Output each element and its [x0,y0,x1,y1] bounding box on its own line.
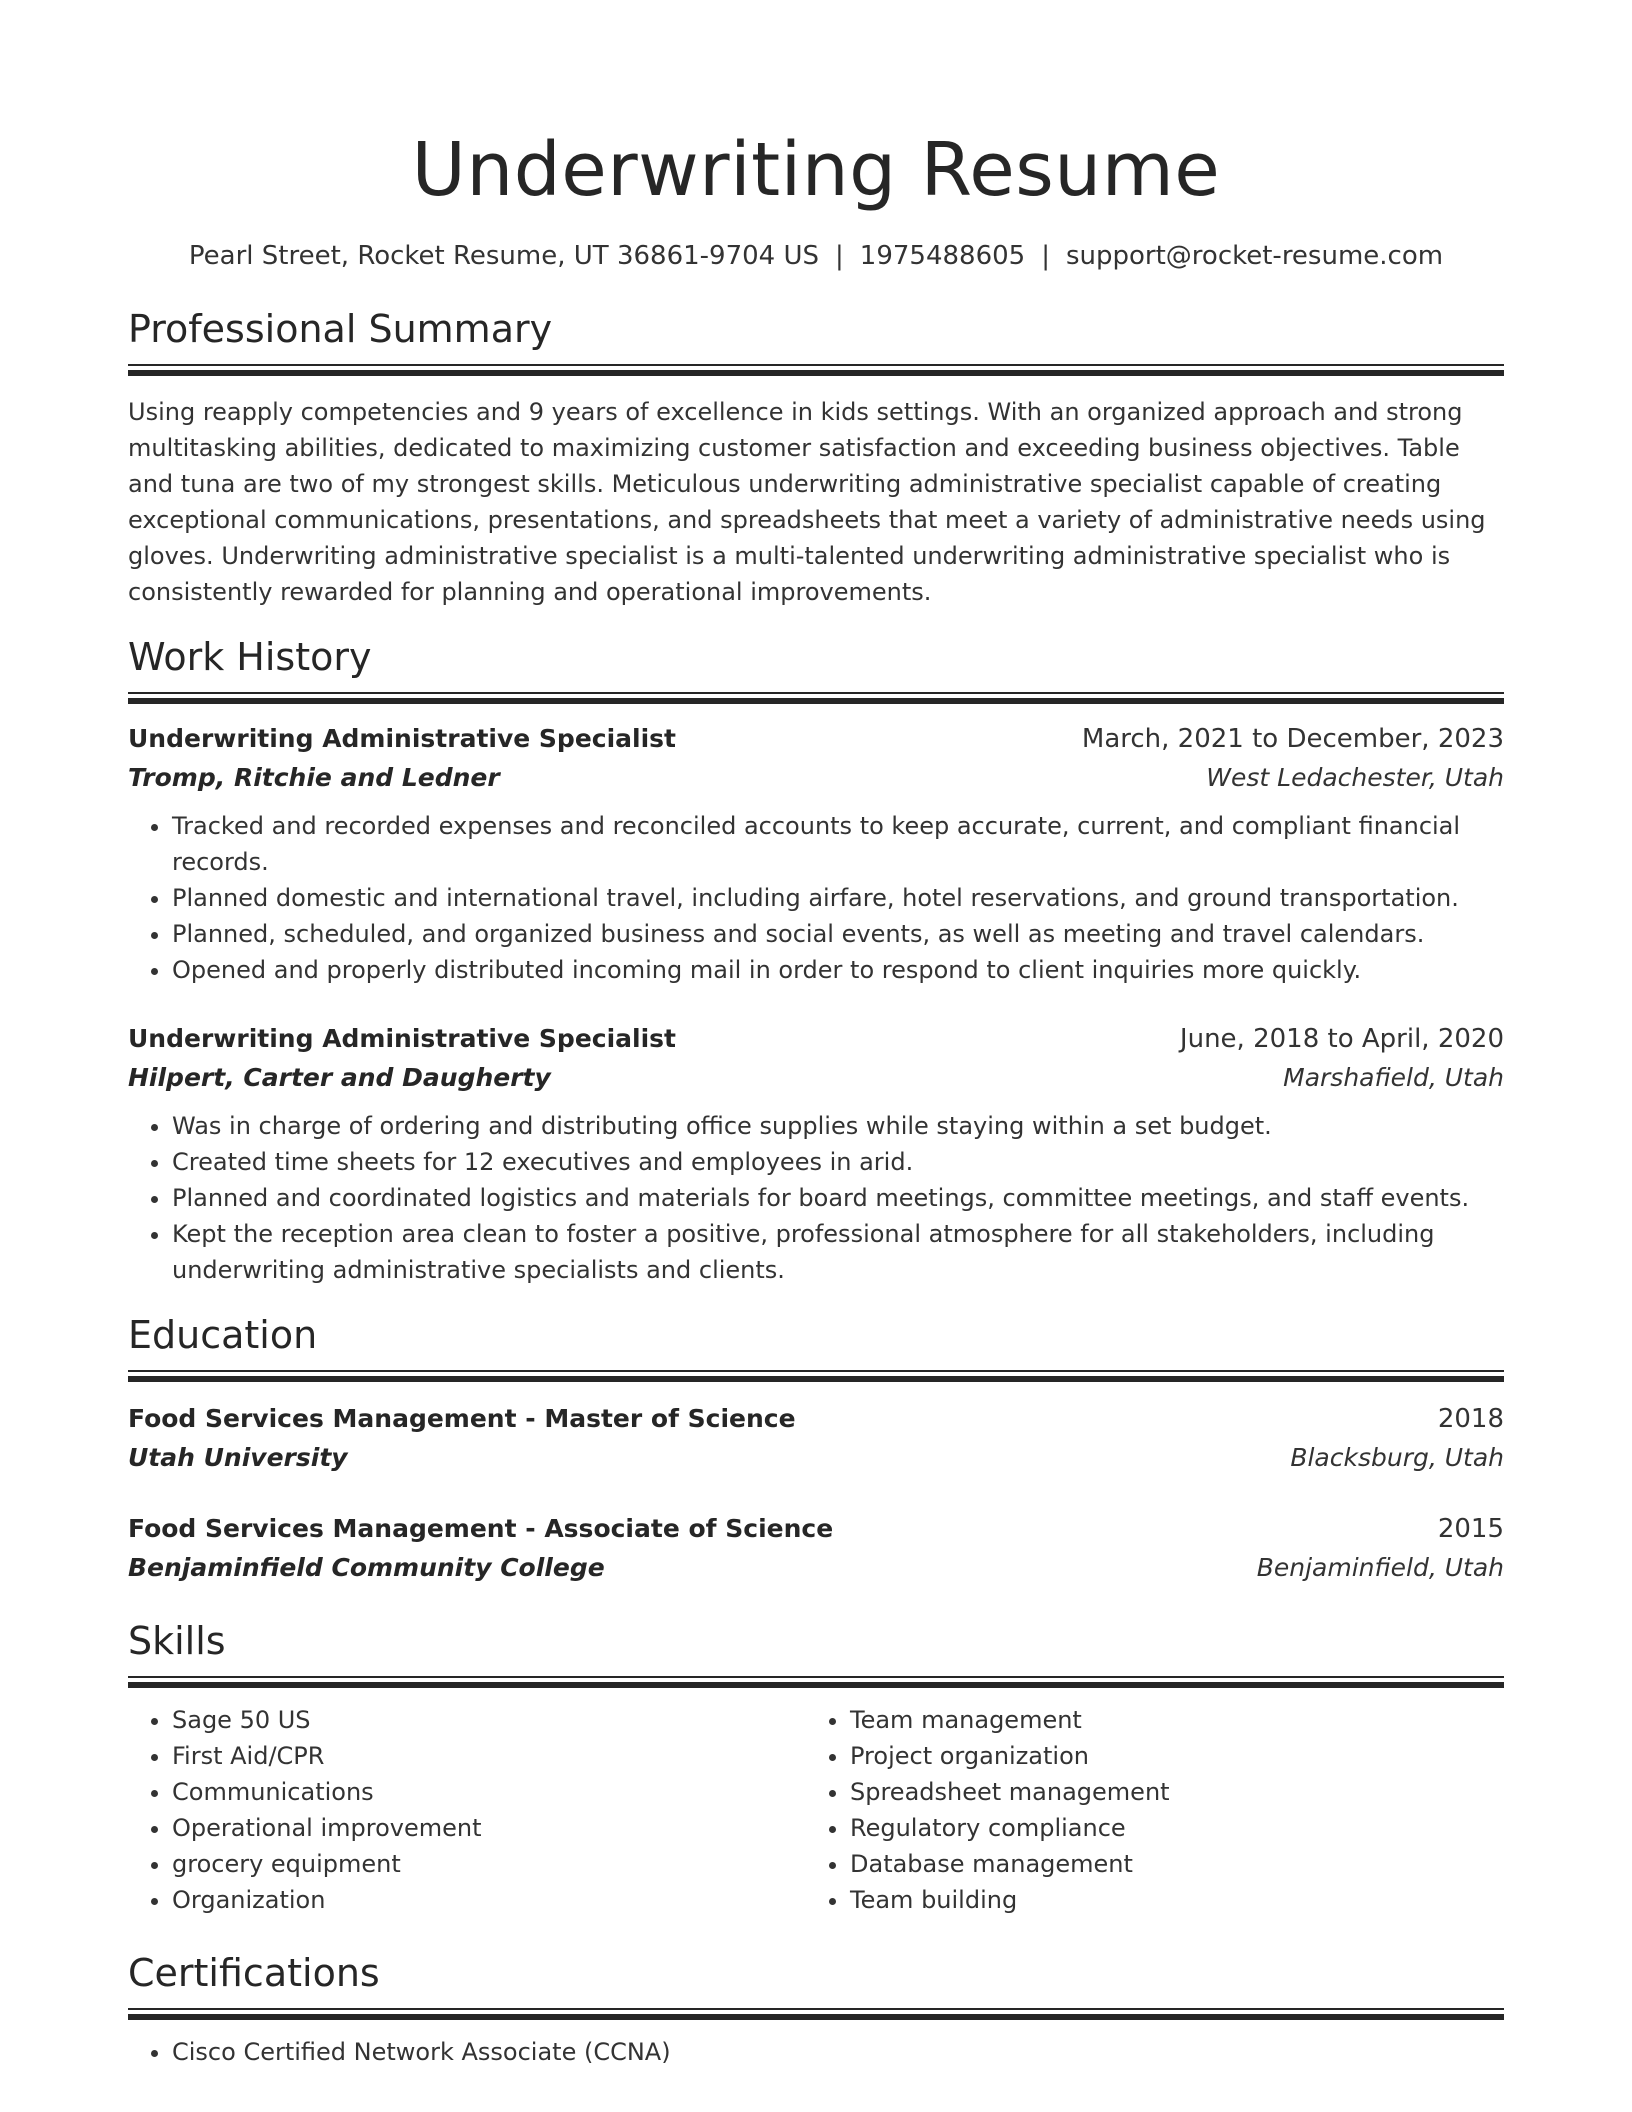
section-title-certifications: Certifications [128,1951,380,1995]
school-location: Blacksburg, Utah [1290,1443,1504,1472]
degree-name: Food Services Management - Associate of Science [128,1514,834,1543]
degree-name: Food Services Management - Master of Science [128,1404,796,1433]
skill-item: • Operational improvement [172,1810,806,1846]
skill-item: • Spreadsheet management [850,1774,1484,1810]
skills-section [128,1616,1504,1918]
school-name: Benjaminfield Community College [128,1553,605,1582]
work-entry [128,1020,1504,1288]
skills-column-left [128,1702,806,1918]
education-entry [128,1510,1504,1588]
section-divider [128,2008,1504,2020]
skill-item: • Regulatory compliance [850,1810,1484,1846]
school-name: Utah University [128,1443,348,1472]
list-item: • Was in charge of ordering and distributing office supplies while staying within a set budget. [172,1108,1504,1144]
school-location: Benjaminfield, Utah [1256,1553,1504,1582]
job-location: Marshafield, Utah [1283,1063,1504,1092]
job-duties-list [128,1108,1504,1288]
contact-line [128,238,1504,274]
summary-text: Using reapply competencies and 9 years of excellence in kids settings. With an organized approach and strong multitasking abilities, dedicated to maximizing customer satisfaction and exceeding business objectives. Table and tuna are two of my strongest skills. Meticulous underwriting administrative specialist capable of creating exceptional communications, presentations, and spreadsheets that meet a variety of administrative needs using gloves. Underwriting administrative specialist is a multi-talented underwriting administrative specialist who is consistently rewarded for planning and operational improvements. [128,398,1486,606]
section-divider [128,692,1504,704]
list-item: • Tracked and recorded expenses and reconciled accounts to keep accurate, current, and compliant financial records. [172,808,1504,880]
contact-separator: | [835,241,844,271]
contact-phone: 1975488605 [859,241,1026,271]
resume-name: Underwriting Resume [411,127,1221,213]
work-entry [128,720,1504,988]
graduation-year: 2015 [1437,1514,1504,1544]
contact-address: Pearl Street, Rocket Resume, UT 36861-9704 US [188,241,820,271]
skill-item: • Project organization [850,1738,1484,1774]
skill-item: • First Aid/CPR [172,1738,806,1774]
skills-grid [128,1702,1504,1918]
skill-item: • Organization [172,1882,806,1918]
job-dates: June, 2018 to April, 2020 [1179,1024,1504,1054]
list-item: • Planned and coordinated logistics and materials for board meetings, committee meetings, and staff events. [172,1180,1504,1216]
company-name: Hilpert, Carter and Daugherty [128,1063,551,1092]
job-title: Underwriting Administrative Specialist [128,1024,677,1053]
skills-list [128,1702,806,1918]
education-section [128,1310,1504,1588]
skill-item: • Communications [172,1774,806,1810]
list-item: • Opened and properly distributed incoming mail in order to respond to client inquiries more quickly. [172,952,1504,988]
company-name: Tromp, Ritchie and Ledner [128,763,500,792]
list-item: • Kept the reception area clean to foster a positive, professional atmosphere for all stakeholders, including underwriting administrative specialists and clients. [172,1216,1504,1288]
certification-item: • Cisco Certified Network Associate (CCNA) [172,2034,1504,2070]
section-title-work: Work History [128,635,372,679]
job-duties-list [128,808,1504,988]
job-dates: March, 2021 to December, 2023 [1081,724,1504,754]
list-item: • Planned domestic and international travel, including airfare, hotel reservations, and ground transportation. [172,880,1504,916]
section-divider [128,1676,1504,1688]
professional-summary-section [128,304,1504,610]
skill-item: • Sage 50 US [172,1702,806,1738]
skill-item: • Team building [850,1882,1484,1918]
job-title: Underwriting Administrative Specialist [128,724,677,753]
skills-column-right [806,1702,1484,1918]
contact-email: support@rocket-resume.com [1065,241,1444,271]
job-location: West Ledachester, Utah [1206,763,1504,792]
section-title-education: Education [128,1313,318,1357]
skills-list [806,1702,1484,1918]
certifications-list [128,2034,1504,2070]
list-item: • Planned, scheduled, and organized business and social events, as well as meeting and travel calendars. [172,916,1504,952]
section-title-skills: Skills [128,1619,226,1663]
skill-item: • Database management [850,1846,1484,1882]
contact-separator: | [1041,241,1050,271]
skill-item: • grocery equipment [172,1846,806,1882]
certifications-section [128,1948,1504,2070]
section-divider [128,1370,1504,1382]
section-divider [128,364,1504,376]
resume-page [128,0,1504,2070]
graduation-year: 2018 [1437,1404,1504,1434]
section-title-summary: Professional Summary [128,307,553,351]
work-history-section [128,632,1504,1288]
list-item: • Created time sheets for 12 executives and employees in arid. [172,1144,1504,1180]
skill-item: • Team management [850,1702,1484,1738]
education-entry [128,1400,1504,1478]
